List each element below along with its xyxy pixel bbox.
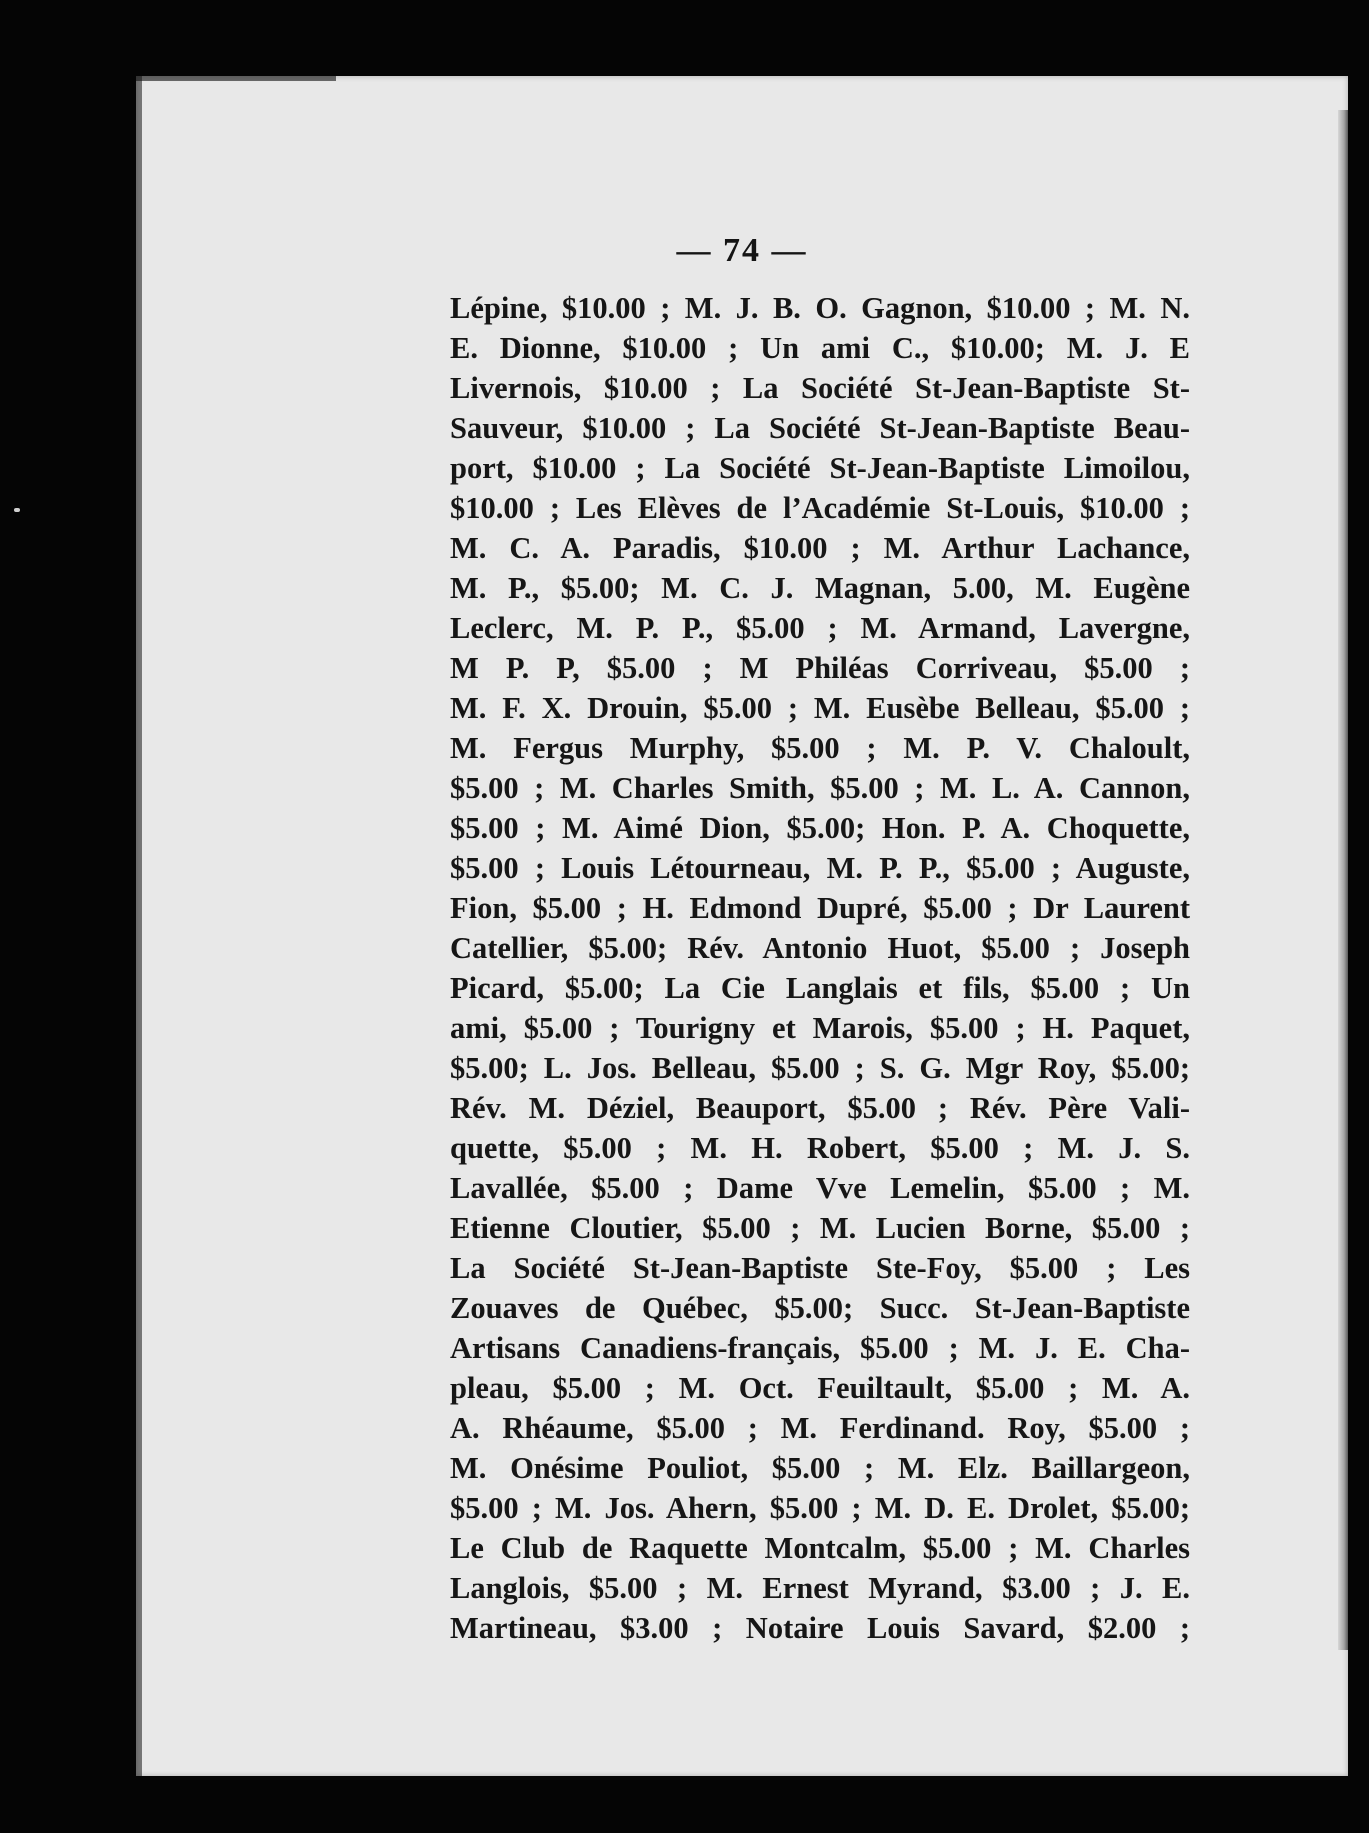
text-line: Sauveur, $10.00 ; La Société St-Jean-Baptiste Beau-	[450, 411, 1190, 445]
text-line: Langlois, $5.00 ; M. Ernest Myrand, $3.00 ; J. E.	[450, 1571, 1190, 1605]
text-line: Lépine, $10.00 ; M. J. B. O. Gagnon, $10.00 ; M. N.	[450, 291, 1190, 325]
text-line: Le Club de Raquette Montcalm, $5.00 ; M. Charles	[450, 1531, 1190, 1565]
text-line: Fion, $5.00 ; H. Edmond Dupré, $5.00 ; Dr Laurent	[450, 891, 1190, 925]
text-line: ami, $5.00 ; Tourigny et Marois, $5.00 ; H. Paquet,	[450, 1011, 1190, 1045]
text-line: Martineau, $3.00 ; Notaire Louis Savard, $2.00 ;	[450, 1611, 1190, 1645]
text-line: Rév. M. Déziel, Beauport, $5.00 ; Rév. Père Vali-	[450, 1091, 1190, 1125]
text-line: La Société St-Jean-Baptiste Ste-Foy, $5.00 ; Les	[450, 1251, 1190, 1285]
text-line: Artisans Canadiens-français, $5.00 ; M. J. E. Cha-	[450, 1331, 1190, 1365]
text-line: M P. P, $5.00 ; M Philéas Corriveau, $5.00 ;	[450, 651, 1190, 685]
page-binding-edge	[1338, 110, 1348, 1650]
text-line: Leclerc, M. P. P., $5.00 ; M. Armand, Lavergne,	[450, 611, 1190, 645]
text-line: M. P., $5.00; M. C. J. Magnan, 5.00, M. Eugène	[450, 571, 1190, 605]
text-line: $5.00 ; M. Aimé Dion, $5.00; Hon. P. A. Choquette,	[450, 811, 1190, 845]
page-number: — 74 —	[676, 232, 808, 269]
text-line: A. Rhéaume, $5.00 ; M. Ferdinand. Roy, $5.00 ;	[450, 1411, 1190, 1445]
page-edge-shadow	[136, 76, 142, 1776]
text-line: M. Onésime Pouliot, $5.00 ; M. Elz. Baillargeon,	[450, 1451, 1190, 1485]
text-line: $5.00 ; M. Charles Smith, $5.00 ; M. L. A. Cannon,	[450, 771, 1190, 805]
text-line: $5.00 ; M. Jos. Ahern, $5.00 ; M. D. E. Drolet, $5.00;	[450, 1491, 1190, 1525]
text-line: Lavallée, $5.00 ; Dame Vve Lemelin, $5.00 ; M.	[450, 1171, 1190, 1205]
text-line: M. C. A. Paradis, $10.00 ; M. Arthur Lachance,	[450, 531, 1190, 565]
text-line: Catellier, $5.00; Rév. Antonio Huot, $5.00 ; Joseph	[450, 931, 1190, 965]
text-line: $10.00 ; Les Elèves de l’Académie St-Louis, $10.00 ;	[450, 491, 1190, 525]
text-line: Livernois, $10.00 ; La Société St-Jean-Baptiste St-	[450, 371, 1190, 405]
text-line: pleau, $5.00 ; M. Oct. Feuiltault, $5.00 ; M. A.	[450, 1371, 1190, 1405]
text-line: M. Fergus Murphy, $5.00 ; M. P. V. Chaloult,	[450, 731, 1190, 765]
text-line: $5.00; L. Jos. Belleau, $5.00 ; S. G. Mgr Roy, $5.00;	[450, 1051, 1190, 1085]
text-line: Zouaves de Québec, $5.00; Succ. St-Jean-Baptiste	[450, 1291, 1190, 1325]
text-line: Etienne Cloutier, $5.00 ; M. Lucien Borne, $5.00 ;	[450, 1211, 1190, 1245]
text-line: M. F. X. Drouin, $5.00 ; M. Eusèbe Belleau, $5.00 ;	[450, 691, 1190, 725]
book-page	[136, 76, 1348, 1776]
text-line: $5.00 ; Louis Létourneau, M. P. P., $5.00 ; Auguste,	[450, 851, 1190, 885]
text-line: Picard, $5.00; La Cie Langlais et fils, $5.00 ; Un	[450, 971, 1190, 1005]
text-line: E. Dionne, $10.00 ; Un ami C., $10.00; M. J. E	[450, 331, 1190, 365]
text-line: quette, $5.00 ; M. H. Robert, $5.00 ; M. J. S.	[450, 1131, 1190, 1165]
page-edge-shadow	[136, 76, 336, 81]
page-body-text	[450, 288, 1190, 1668]
text-line: port, $10.00 ; La Société St-Jean-Baptiste Limoilou,	[450, 451, 1190, 485]
scan-speck	[14, 508, 20, 512]
